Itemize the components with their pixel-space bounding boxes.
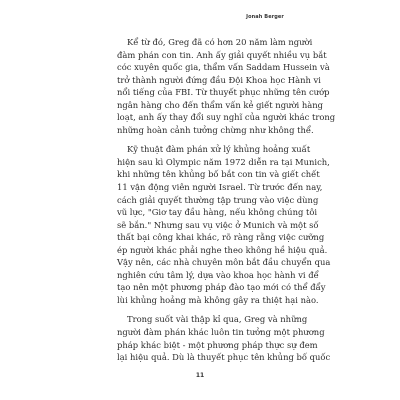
running-head-author: Jonah Berger xyxy=(246,14,284,20)
page-number: 11 xyxy=(195,372,205,379)
paragraph-3 xyxy=(117,313,331,363)
text-line: trở thành người đứng đầu Đội Khoa học Hành vi xyxy=(117,74,321,85)
text-line: lại hiệu quả. Dù là thuyết phục tên khủng bố quốc xyxy=(117,352,331,363)
text-line: Kể từ đó, Greg đã có hơn 20 năm làm người xyxy=(127,37,313,47)
text-line: Kỹ thuật đàm phán xử lý khủng hoảng xuất xyxy=(127,144,311,155)
text-line: ép người khác phải nghe theo không hề hiệu quả. xyxy=(117,244,328,255)
text-line: Trong suốt vài thập kỉ qua, Greg và những xyxy=(127,314,308,325)
paragraph-2 xyxy=(117,143,331,306)
text-line: nghiên cứu tâm lý, dựa vào khoa học hành vi để xyxy=(117,269,319,280)
text-line: cách giải quyết thường tập trung vào việc dùng xyxy=(117,194,319,205)
text-line: những hoàn cảnh tưởng chừng như không thể. xyxy=(117,124,314,135)
text-line: hiện sau kì Olympic năm 1972 diễn ra tại Munich, xyxy=(117,156,330,167)
text-line: Vậy nên, các nhà chuyên môn bắt đầu chuyển qua xyxy=(117,257,331,268)
text-line: sẽ bắn." Nhưng sau vụ việc ở Munich và một số xyxy=(117,219,319,230)
paragraph-1 xyxy=(117,36,336,136)
text-line: ngân hàng cho đến thẩm vấn kẻ giết người hàng xyxy=(117,99,323,110)
text-line: lùi khủng hoảng mà không gây ra thiệt hại nào. xyxy=(117,294,319,305)
text-line: nổi tiếng của FBI. Từ thuyết phục những tên cướp xyxy=(117,87,330,98)
text-line: loạt, anh ấy thay đổi suy nghĩ của người khác trong xyxy=(117,112,336,123)
text-line: pháp khác biệt - một phương pháp thực sự đem xyxy=(117,339,318,350)
text-line: người đàm phán khác luôn tin tưởng một phương xyxy=(117,327,325,338)
body-text xyxy=(117,36,336,371)
text-line: khi những tên khủng bố bắt con tin và giết chết xyxy=(117,169,320,180)
text-line: cóc xuyên quốc gia, thẩm vấn Saddam Hussein và xyxy=(117,62,330,73)
text-line: 11 vận động viên người Israel. Từ trước đến nay, xyxy=(117,182,323,193)
text-line: tạo nên một phương pháp đào tạo mới có thể đẩy xyxy=(117,282,326,293)
text-line: đàm phán con tin. Anh ấy giải quyết nhiều vụ bắt xyxy=(117,49,327,60)
text-line: thất bại công khai khác, rõ ràng rằng việc cưỡng xyxy=(117,232,325,243)
text-line: vũ lực, "Giơ tay đầu hàng, nếu không chúng tôi xyxy=(117,207,318,218)
